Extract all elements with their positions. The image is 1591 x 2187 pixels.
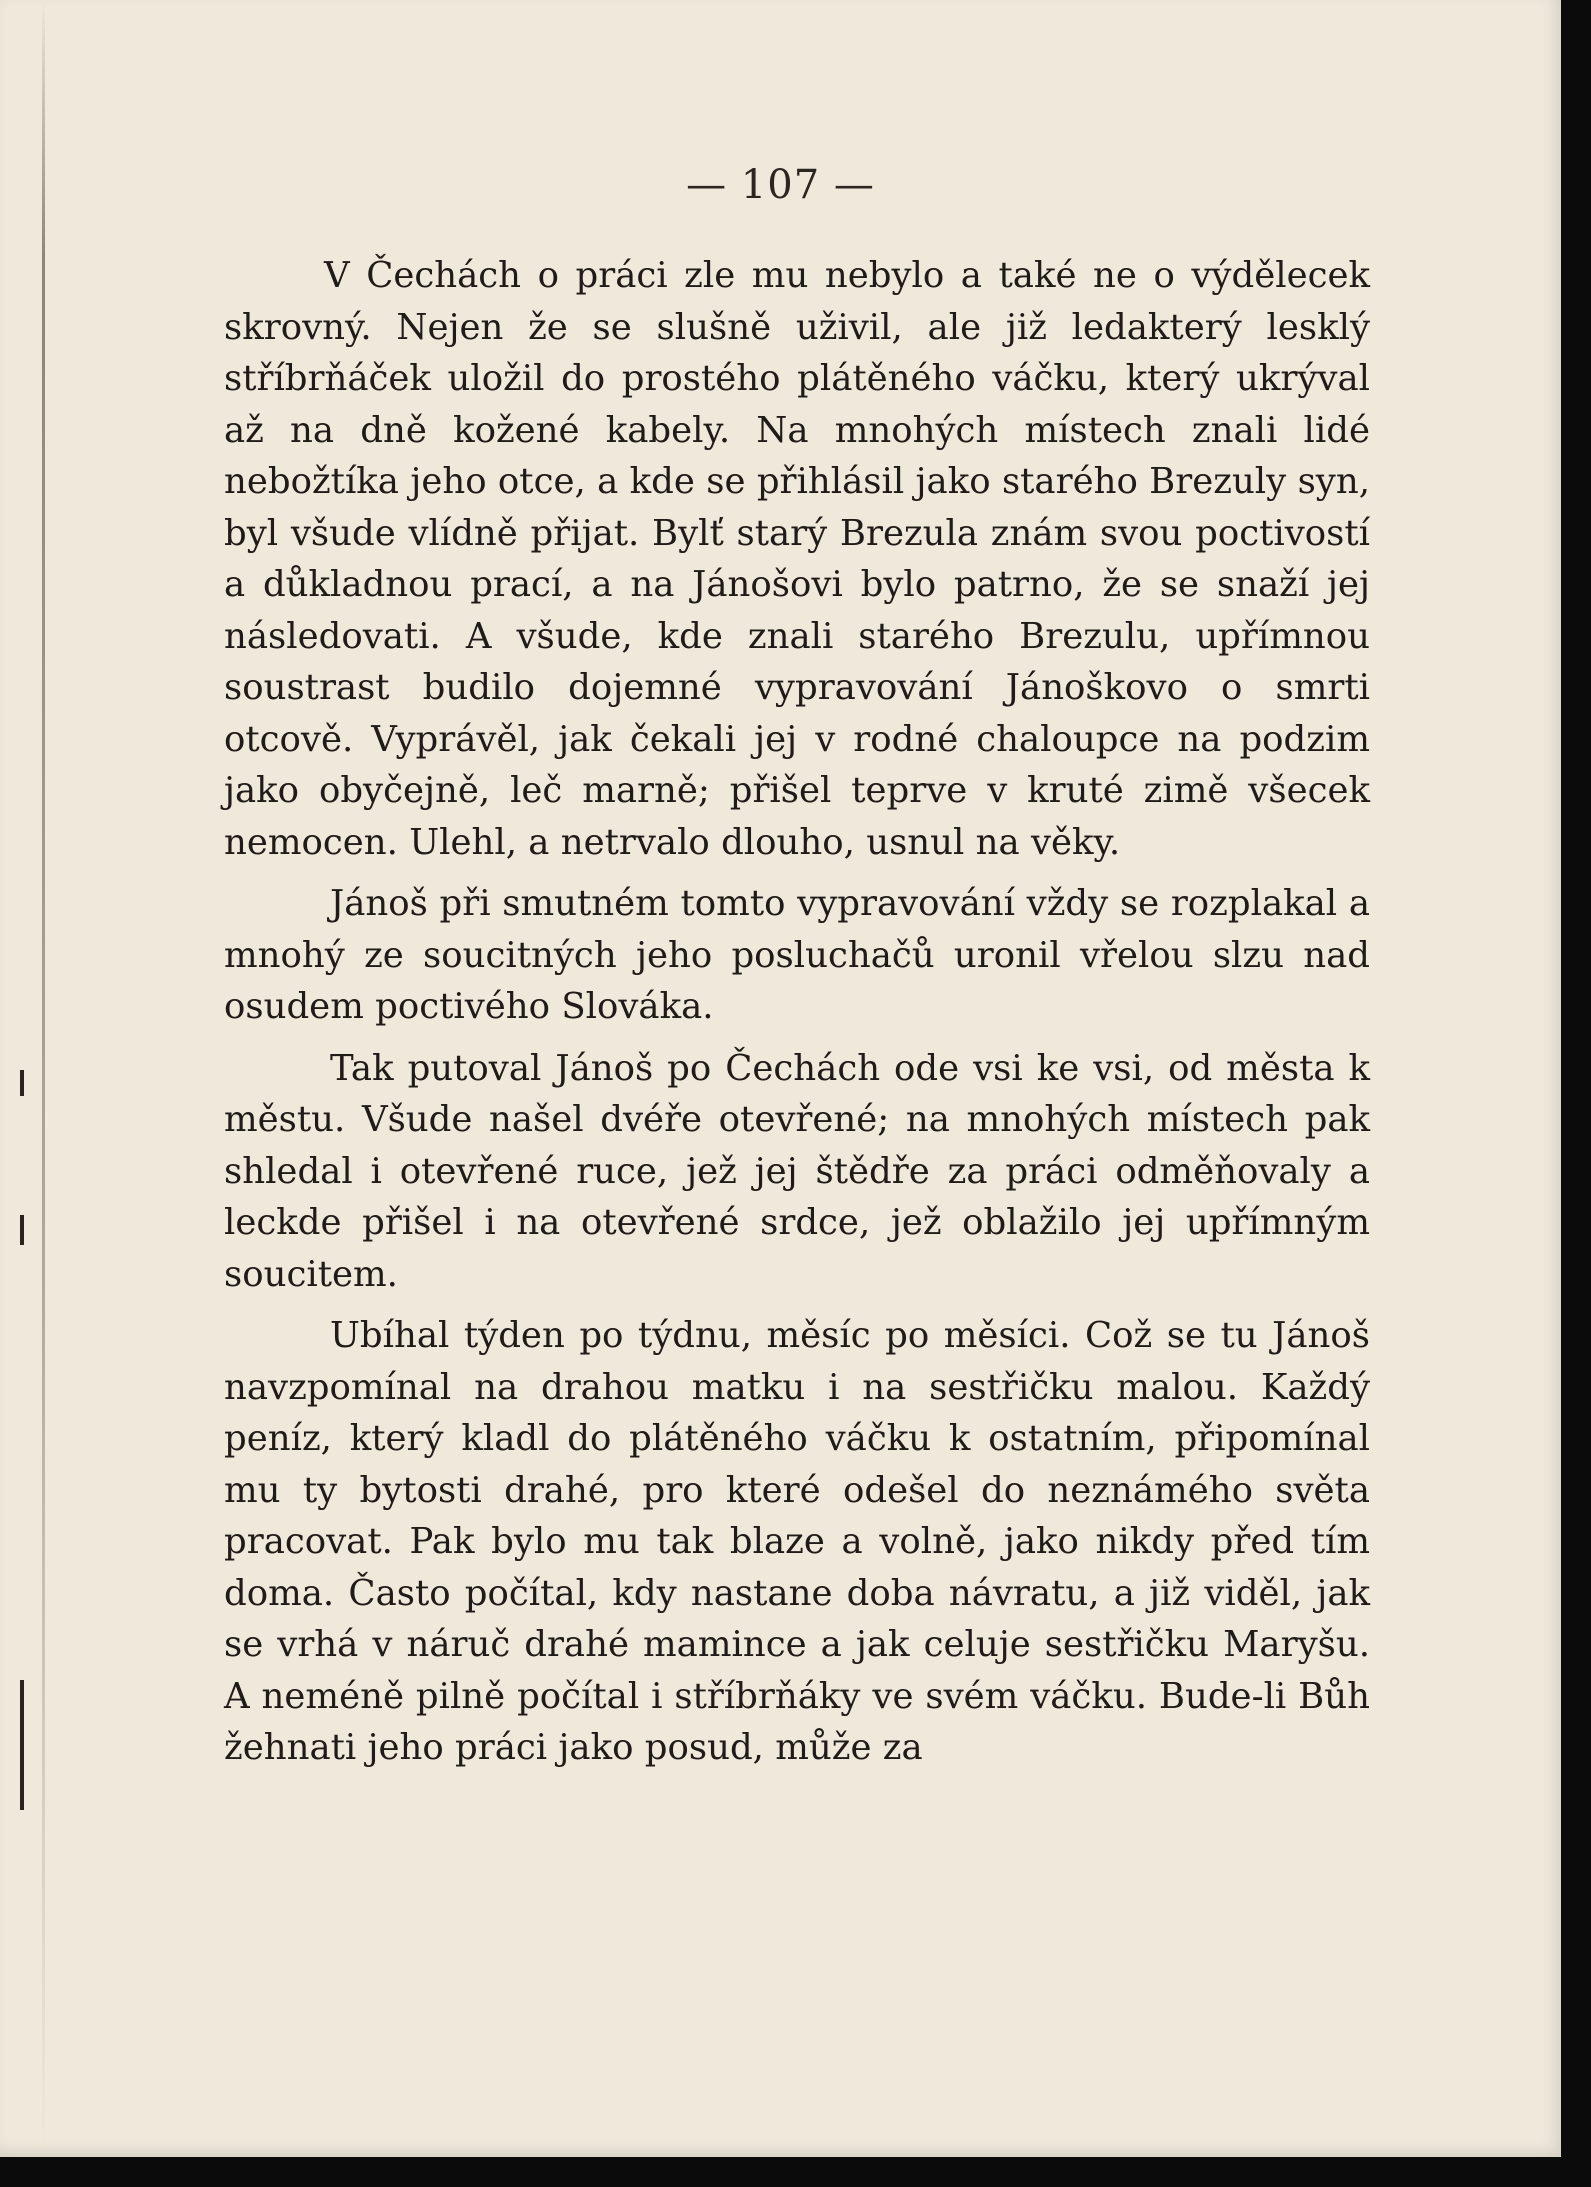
binding-mark xyxy=(20,1680,24,1810)
binding-shadow xyxy=(42,0,45,2157)
body-text xyxy=(224,250,1370,1774)
binding-mark xyxy=(20,1070,24,1096)
paragraph: Ubíhal týden po týdnu, měsíc po měsíci. Což se tu Jánoš navzpomínal na drahou matku i na sestřičku malou. Každý peníz, který kladl do plátěného váčku k ostatním, připomínal mu ty bytosti drahé, pro které odešel do neznámého světa pracovat. Pak bylo mu tak blaze a volně, jako nikdy před tím doma. Často počítal, kdy nastane doba návratu, a již viděl, jak se vrhá v náruč drahé mamince a jak celuje sestřičku Maryšu. A neméně pilně počítal i stříbrňáky ve svém váčku. Bude-li Bůh žehnati jeho práci jako posud, může za xyxy=(224,1315,1370,1768)
paragraph: Jánoš při smutném tomto vypravování vždy se rozplakal a mnohý ze soucitných jeho posluchačů uronil vřelou slzu nad osudem poctivého Slováka. xyxy=(224,883,1370,1027)
page-number: — 107 — xyxy=(686,162,875,208)
binding-mark xyxy=(20,1215,24,1245)
paragraph: V Čechách o práci zle mu nebylo a také ne o výdělecek skrovný. Nejen že se slušně uživil, ale již ledakterý lesklý stříbrňáček uložil do prostého plátěného váčku, který ukrýval až na dně kožené kabely. Na mnohých místech znali lidé nebožtíka jeho otce, a kde se přihlásil jako starého Brezuly syn, byl všude vlídně přijat. Bylť starý Brezula znám svou poctivostí a důkladnou prací, a na Jánošovi bylo patrno, že se snaží jej následovati. A všude, kde znali starého Brezulu, upřímnou soustrast budilo dojemné vypravování Jánoškovo o smrti otcově. Vyprávěl, jak čekali jej v rodné chaloupce na podzim jako obyčejně, leč marně; přišel teprve v kruté zimě všecek nemocen. Ulehl, a netrvalo dlouho, usnul na věky. xyxy=(224,255,1370,863)
paragraph: Tak putoval Jánoš po Čechách ode vsi ke vsi, od města k městu. Všude našel dvéře otevřené; na mnohých místech pak shledal i otevřené ruce, jež jej štědře za práci odměňovaly a leckde přišel i na otevřené srdce, jež oblažilo jej upřímným soucitem. xyxy=(224,1047,1370,1295)
